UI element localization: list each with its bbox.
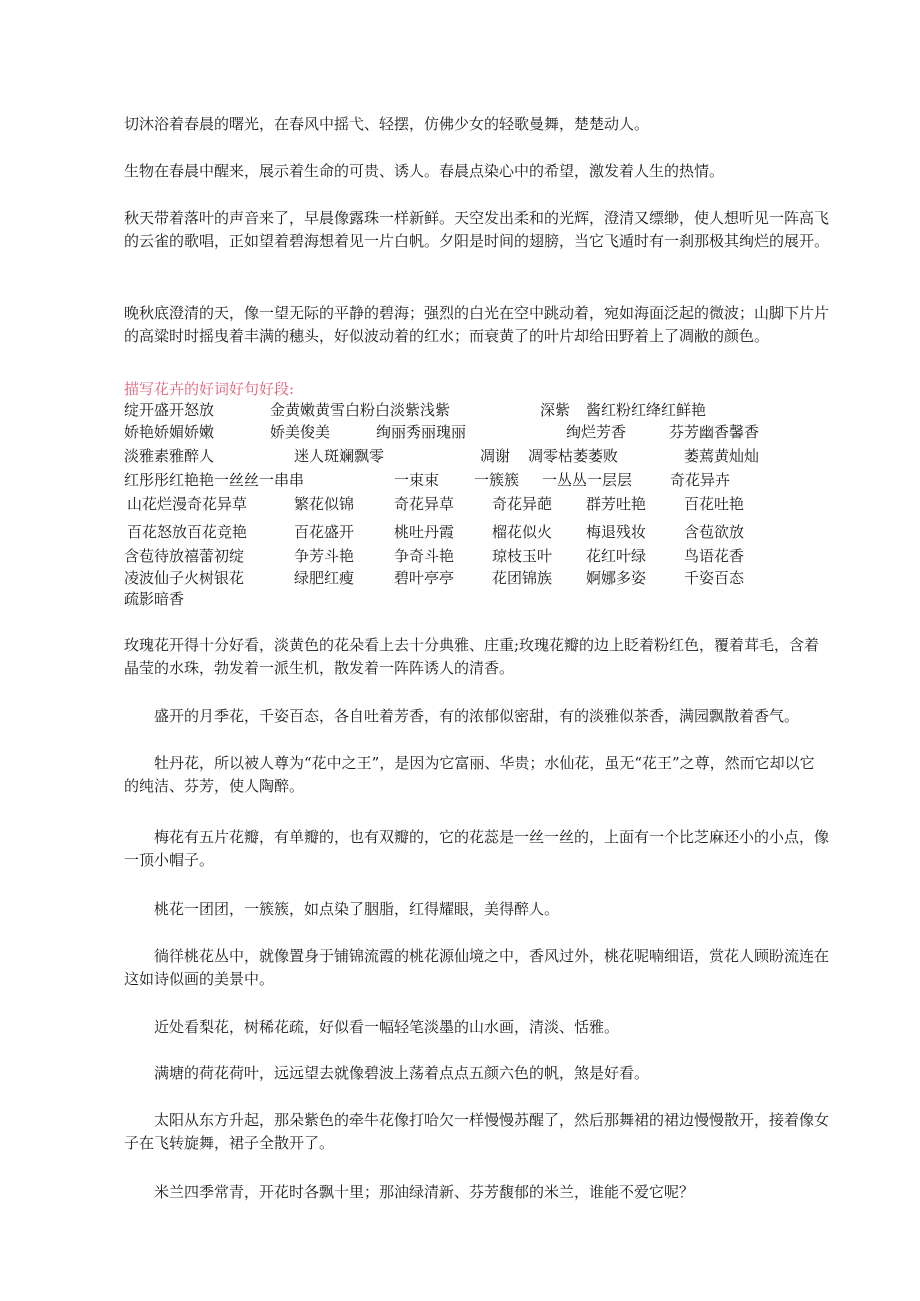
vocab-word: 含苞欲放 bbox=[684, 523, 745, 541]
vocab-word: 绚丽秀丽瑰丽 bbox=[376, 423, 467, 441]
vocab-row bbox=[124, 493, 824, 515]
vocab-word: 鸟语花香 bbox=[684, 547, 745, 565]
vocab-word: 凋谢 bbox=[480, 447, 511, 465]
paragraph-chinese-rose: 盛开的月季花，千姿百态，各自吐着芳香，有的浓郁似密甜，有的淡雅似茶香，满园飘散着香气。 bbox=[154, 707, 800, 725]
vocab-word: 花团锦族 bbox=[492, 569, 553, 587]
vocab-row bbox=[124, 469, 824, 491]
vocab-row bbox=[124, 588, 824, 610]
vocab-word: 争奇斗艳 bbox=[394, 547, 455, 565]
vocab-word: 梅退残妆 bbox=[586, 523, 647, 541]
intro-paragraph-4: 晚秋底澄清的天，像一望无际的平静的碧海；强烈的白光在空中跳动着，宛如海面泛起的微波；山脚下片片的高粱时时摇曳着丰满的穗头，好似波动着的红水；而衰黄了的叶片却给田野着上了凋敝的颜色。 bbox=[124, 304, 830, 345]
vocab-word: 奇花异草 bbox=[394, 495, 455, 513]
vocab-word: 繁花似锦 bbox=[294, 495, 355, 513]
vocab-heading: 描写花卉的好词好句好段: bbox=[124, 380, 295, 398]
paragraph-plum: 梅花有五片花瓣，有单瓣的，也有双瓣的，它的花蕊是一丝一丝的，上面有一个比芝麻还小的小点，像一顶小帽子。 bbox=[124, 828, 830, 869]
vocab-row bbox=[124, 399, 824, 421]
vocab-word: 百花怒放百花竞艳 bbox=[127, 523, 248, 541]
vocab-word: 百花吐艳 bbox=[684, 495, 745, 513]
vocab-word: 疏影暗香 bbox=[124, 590, 185, 608]
vocab-word: 芬芳幽香馨香 bbox=[669, 423, 760, 441]
vocab-word: 争芳斗艳 bbox=[294, 547, 355, 565]
paragraph-rose: 玫瑰花开得十分好看，淡黄色的花朵看上去十分典雅、庄重;玫瑰花瓣的边上眨着粉红色，覆着茸毛，含着晶莹的水珠，勃发着一派生机，散发着一阵阵诱人的清香。 bbox=[124, 636, 820, 677]
vocab-row bbox=[124, 545, 824, 567]
vocab-word: 婀娜多姿 bbox=[586, 569, 647, 587]
vocab-word: 淡雅素雅醉人 bbox=[124, 447, 215, 465]
vocab-word: 深紫 bbox=[540, 401, 571, 419]
vocab-word: 桃吐丹霞 bbox=[394, 523, 455, 541]
paragraph-morning-glory: 太阳从东方升起，那朵紫色的牵牛花像打哈欠一样慢慢苏醒了，然后那舞裙的裙边慢慢散开，接着像女子在飞转旋舞，裙子全散开了。 bbox=[124, 1111, 830, 1152]
paragraph-peony: 牡丹花，所以被人尊为“花中之王”，是因为它富丽、华贵；水仙花，虽无“花王”之尊，然而它却以它的纯洁、芬芳，使人陶醉。 bbox=[124, 754, 815, 795]
intro-paragraph-3: 秋天带着落叶的声音来了，早晨像露珠一样新鲜。天空发出柔和的光辉，澄清又缥缈，使人想听见一阵高飞的云雀的歌唱，正如望着碧海想着见一片白帆。夕阳是时间的翅膀，当它飞遁时有一刹那极其绚烂的展开。 bbox=[124, 209, 830, 250]
vocab-word: 花红叶绿 bbox=[586, 547, 647, 565]
vocab-word: 绽开盛开怒放 bbox=[124, 401, 215, 419]
paragraph-lotus: 满塘的荷花荷叶，远远望去就像碧波上荡着点点五颜六色的帆，煞是好看。 bbox=[154, 1064, 650, 1082]
vocab-word: 千姿百态 bbox=[684, 569, 745, 587]
intro-paragraph-1: 切沐浴着春晨的曙光，在春风中摇弋、轻摆，仿佛少女的轻歌曼舞，楚楚动人。 bbox=[124, 115, 650, 133]
vocab-word: 一丛丛一层层 bbox=[542, 471, 633, 489]
paragraph-milan: 米兰四季常青，开花时各飘十里；那油绿清新、芬芳馥郁的米兰，谁能不爱它呢？ bbox=[154, 1183, 695, 1201]
vocab-row bbox=[124, 567, 824, 589]
vocab-word: 酱红粉红绛红鲜艳 bbox=[586, 401, 707, 419]
vocab-word: 一束束 bbox=[394, 471, 440, 489]
vocab-word: 群芳吐艳 bbox=[586, 495, 647, 513]
vocab-word: 娇艳娇媚娇嫩 bbox=[124, 423, 215, 441]
vocab-word: 琼枝玉叶 bbox=[492, 547, 553, 565]
intro-paragraph-2: 生物在春晨中醒来，展示着生命的可贵、诱人。春晨点染心中的希望，激发着人生的热情。 bbox=[124, 162, 725, 180]
vocab-word: 一簇簇 bbox=[474, 471, 520, 489]
vocab-row bbox=[124, 521, 824, 543]
vocab-word: 红彤彤红艳艳一丝丝一串串 bbox=[124, 471, 305, 489]
vocab-row bbox=[124, 445, 824, 467]
paragraph-peach-2: 徜徉桃花丛中，就像置身于铺锦流霞的桃花源仙境之中，香风过外，桃花呢喃细语，赏花人顾盼流连在这如诗似画的美景中。 bbox=[124, 947, 830, 988]
vocab-word: 碧叶亭亭 bbox=[394, 569, 455, 587]
vocab-row bbox=[124, 421, 824, 443]
paragraph-pear: 近处看梨花，树稀花疏，好似看一幅轻笔淡墨的山水画，清淡、恬雅。 bbox=[154, 1018, 620, 1036]
vocab-word: 山花烂漫奇花异草 bbox=[127, 495, 248, 513]
vocab-word: 娇美俊美 bbox=[270, 423, 331, 441]
vocab-word: 绚烂芳香 bbox=[566, 423, 627, 441]
vocab-word: 百花盛开 bbox=[294, 523, 355, 541]
vocab-word: 金黄嫩黄雪白粉白淡紫浅紫 bbox=[270, 401, 451, 419]
vocab-word: 绿肥红瘦 bbox=[294, 569, 355, 587]
vocab-word: 含苞待放禧蕾初绽 bbox=[124, 547, 245, 565]
vocab-word: 萎蔫黄灿灿 bbox=[684, 447, 760, 465]
vocab-word: 迷人斑斓飘零 bbox=[294, 447, 385, 465]
paragraph-peach-1: 桃花一团团，一簇簇，如点染了胭脂，红得耀眼，美得醉人。 bbox=[154, 900, 560, 918]
vocab-word: 榴花似火 bbox=[492, 523, 553, 541]
vocab-word: 凋零枯萎萎败 bbox=[528, 447, 619, 465]
vocab-word: 凌波仙子火树银花 bbox=[124, 569, 245, 587]
vocab-word: 奇花异卉 bbox=[670, 471, 731, 489]
vocab-word: 奇花异葩 bbox=[492, 495, 553, 513]
